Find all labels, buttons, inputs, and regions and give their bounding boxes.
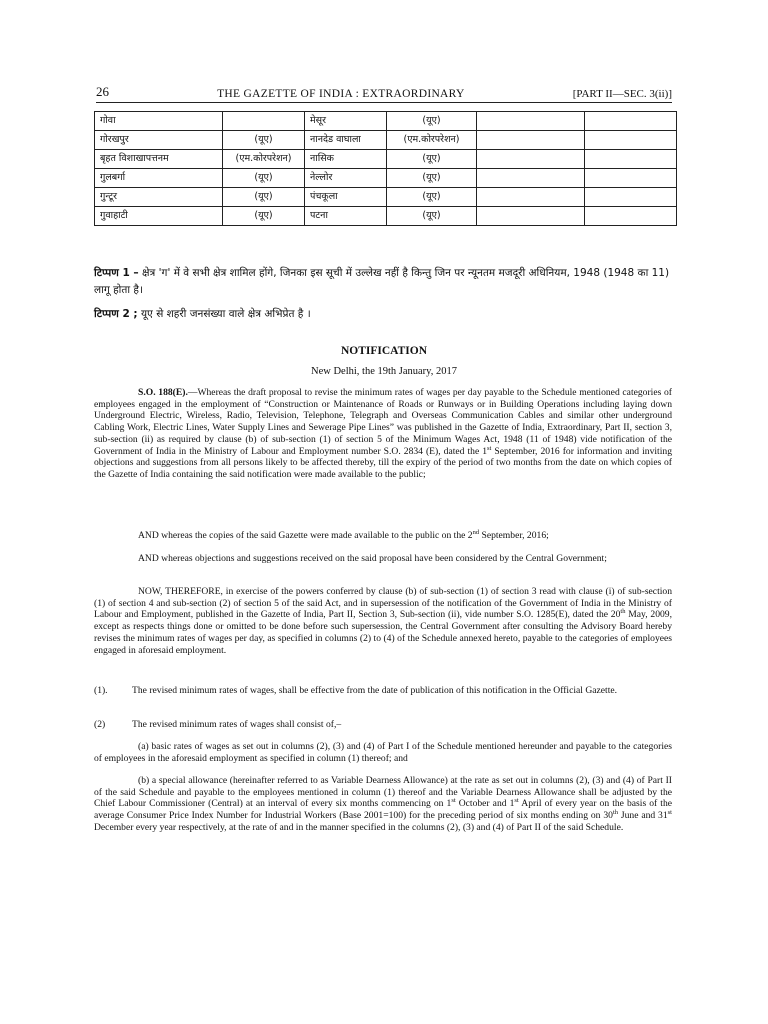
table-cell <box>477 112 585 131</box>
table-row <box>95 188 677 207</box>
paragraph-now-therefore <box>94 586 672 656</box>
superscript: st <box>667 808 672 816</box>
table-cell <box>585 188 677 207</box>
item-1 <box>94 685 672 697</box>
table-cell: (यूए) <box>387 207 477 226</box>
note-2-label: टिप्पण 2 ; <box>94 308 138 320</box>
table-cell <box>223 112 305 131</box>
table-cell: नासिक <box>305 150 387 169</box>
table-cell: (यूए) <box>223 169 305 188</box>
table-cell: (एम.कोरपरेशन) <box>387 131 477 150</box>
table-cell <box>585 112 677 131</box>
superscript: th <box>620 608 626 616</box>
table-cell: (यूए) <box>387 112 477 131</box>
item-text: The revised minimum rates of wages shall consist of,– <box>132 719 342 730</box>
table-cell <box>477 131 585 150</box>
table-cell: (यूए) <box>223 188 305 207</box>
areas-table <box>94 111 677 226</box>
paragraph-text: AND whereas the copies of the said Gazette were made available to the public on the 2 <box>138 530 473 541</box>
superscript: st <box>514 797 519 805</box>
superscript: nd <box>472 528 480 536</box>
paragraph-text: (b) a special allowance (hereinafter referred to as Variable Dearness Allowance) at the rate as set out in columns (2), (3) and (4) of Part II of the said Schedule and payable to the employees mentioned in column (1) thereof and the Variable Dearness Allowance shall be adjusted by the Chief Labour Commissioner (Central) at an interval of every six months commencing on 1 <box>94 775 672 810</box>
table-cell <box>585 207 677 226</box>
table-cell: गुलबर्गा <box>95 169 223 188</box>
table-cell <box>477 169 585 188</box>
table-cell: गुन्टूर <box>95 188 223 207</box>
page-number: 26 <box>96 84 109 99</box>
item-number: (1). <box>94 685 108 696</box>
paragraph-text: April of every year on the basis of the average Consumer Price Index Number for Industrial Workers (Base 2001=100) for the preceding period of six months ending on 30 <box>94 798 673 822</box>
paragraph-text: May, 2009, except as respects things done or omitted to be done before such supersession, the Central Government after consulting the Advisory Board hereby revises the minimum rates of wages per day, as specified in columns (2) to (4) of the Schedule annexed hereto, payable to the categories of employees engaged in aforesaid employment. <box>94 609 672 656</box>
page-header <box>96 84 672 103</box>
table-cell: (यूए) <box>387 188 477 207</box>
paragraph-text: December every year respectively, at the rate of and in the manner specified in the columns (2), (3) and (4) of Part II of the said Schedule. <box>94 821 624 833</box>
table-cell: नानदेड वाघाला <box>305 131 387 150</box>
table-row <box>95 169 677 188</box>
table-cell <box>477 207 585 226</box>
table-cell: गोरखपुर <box>95 131 223 150</box>
table-cell: (यूए) <box>387 150 477 169</box>
paragraph-text: AND whereas objections and suggestions received on the said proposal have been considered by the Central Government; <box>138 553 607 564</box>
table-row <box>95 112 677 131</box>
paragraph-text: September, 2016 for information and inviting objections and suggestions from all persons likely to be affected thereby, till the expiry of the period of two months from the date on which copies of the Gazette of India containing the said notification were made available to the public; <box>94 445 672 480</box>
table-cell: बृहत विशाखापत्तनम <box>95 150 223 169</box>
item-2 <box>94 719 672 731</box>
table-row <box>95 131 677 150</box>
table-cell: (एम.कोरपरेशन) <box>223 150 305 169</box>
table-row <box>95 150 677 169</box>
superscript: th <box>612 808 618 816</box>
item-number: (2) <box>94 719 106 730</box>
note-1 <box>94 265 674 299</box>
superscript: st <box>451 797 456 805</box>
table-cell <box>585 169 677 188</box>
item-text: The revised minimum rates of wages, shall be effective from the date of publication of this notification in the Official Gazette. <box>132 685 618 696</box>
table-cell <box>585 131 677 150</box>
table-cell: गुवाहाटी <box>95 207 223 226</box>
notification-date: New Delhi, the 19th January, 2017 <box>311 366 457 377</box>
part-section: [PART II—SEC. 3(ii)] <box>572 88 672 100</box>
table-cell: गोवा <box>95 112 223 131</box>
note-2-text: यूए से शहरी जनसंख्या वाले क्षेत्र अभिप्रेत है । <box>137 308 311 320</box>
table-cell: पटना <box>305 207 387 226</box>
paragraph-text: NOW, THEREFORE, in exercise of the powers conferred by clause (b) of sub-section (1) of section 3 read with clause (i) of sub-section (1) of section 4 and sub-section (2) of section 5 of the said Act, and in supersession of the notification of the Government of India in the Ministry of Labour and Employment, published in the Gazette of India, Part II, Section 3, Sub-section (ii), vide number S.O. 1285(E), dated the 20 <box>94 586 672 621</box>
paragraph-and-whereas-1 <box>94 530 672 542</box>
paragraph-text: September, 2016; <box>479 530 549 541</box>
paragraph-text: —Whereas the draft proposal to revise the minimum rates of wages per day payable to the Schedule mentioned categories of employees engaged in the employment of “Construction or Maintenance of Roads or Runways or in Building Operations including laying down Underground Electric, Wireless, Radio, Television, Telephone, Telegraph and Overseas Communication Cables and similar other underground Cabling Work, Electric Lines, Water Supply Lines and Sewerage Pipe Lines” was published in the Gazette of India, Extraordinary, Part II, section 3, sub-section (ii) as required by clause (b) of sub-section (1) of section 5 of the Minimum Wages Act, 1948 (11 of 1948) vide notification of the Government of India in the Ministry of Labour and Employment number S.O. 2834 (E), dated the 1 <box>94 387 672 457</box>
table-cell: (यूए) <box>223 207 305 226</box>
sub-item-b <box>94 775 672 834</box>
table-cell: नेल्लोर <box>305 169 387 188</box>
table-cell: पंचकूला <box>305 188 387 207</box>
paragraph-and-whereas-2 <box>94 553 672 565</box>
sub-item-a <box>94 741 672 764</box>
notification-title: NOTIFICATION <box>340 345 428 357</box>
table-cell: मेसूर <box>305 112 387 131</box>
note-1-text: क्षेत्र 'ग' में वे सभी क्षेत्र शामिल होंगे, जिनका इस सूची में उल्लेख नहीं है किन्तु जिन पर न्यूनतम मजदूरी अधिनियम, 1948 (1948 का 11) लागू होता है। <box>94 267 670 296</box>
table-cell <box>477 150 585 169</box>
paragraph-text: (a) basic rates of wages as set out in columns (2), (3) and (4) of Part I of the Schedule mentioned hereunder and payable to the categories of employees in the aforesaid employment as specified in column (1) thereof; and <box>94 741 672 764</box>
paragraph-whereas <box>94 387 672 481</box>
paragraph-text: October and 1 <box>455 798 515 810</box>
table-cell: (यूए) <box>223 131 305 150</box>
table-cell: (यूए) <box>387 169 477 188</box>
gazette-title: THE GAZETTE OF INDIA : EXTRAORDINARY <box>217 88 465 100</box>
paragraph-text: June and 31 <box>618 810 668 822</box>
note-2 <box>94 306 674 323</box>
table-row <box>95 207 677 226</box>
superscript: st <box>487 444 492 452</box>
table-cell <box>585 150 677 169</box>
so-number: S.O. 188(E). <box>138 387 188 398</box>
table-cell <box>477 188 585 207</box>
note-1-label: टिप्पण 1 – <box>94 267 139 279</box>
